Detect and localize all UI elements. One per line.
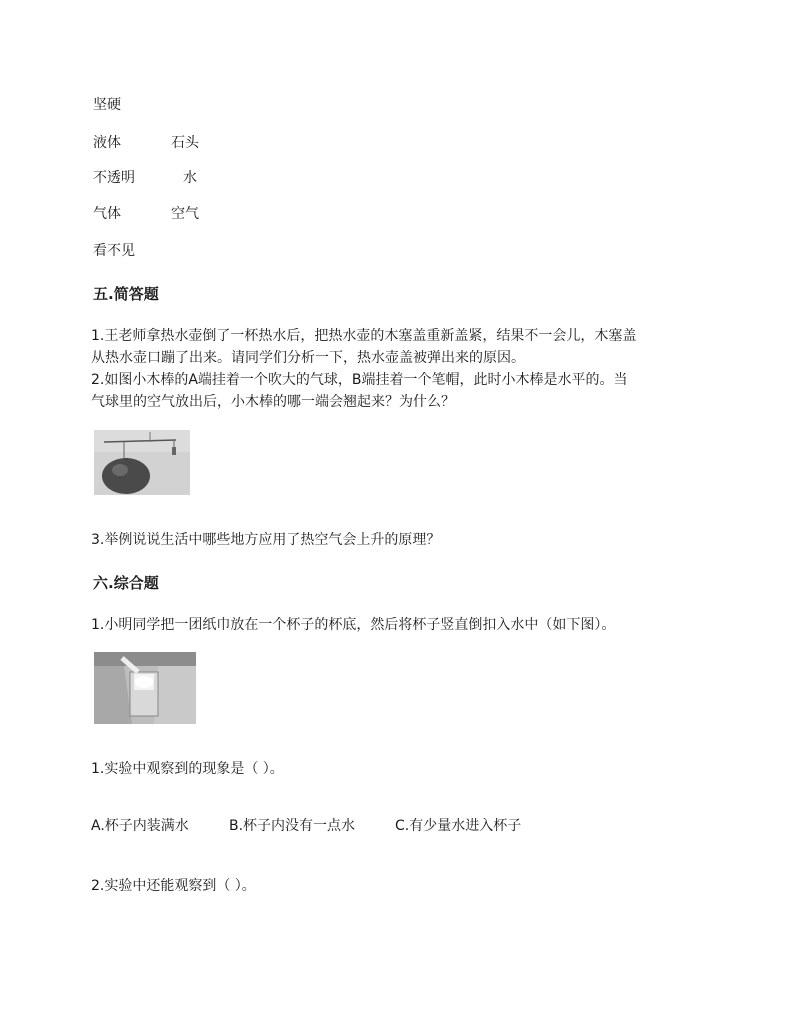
match-item: [93, 168, 135, 188]
cup-in-water-figure: [94, 652, 196, 724]
match-left-word: 看不见: [93, 243, 135, 259]
question-text: 1.小明同学把一团纸巾放在一个杯子的杯底，然后将杯子竖直倒扣入水中（如下图）。: [91, 617, 616, 633]
sub-question-text: 2.实验中还能观察到（ ）。: [91, 878, 256, 894]
match-item: [93, 204, 121, 224]
match-right-word: 水: [183, 170, 197, 186]
match-left-word: 气体: [93, 206, 121, 222]
match-left-word: 不透明: [93, 170, 135, 186]
answer-option: C.有少量水进入杯子: [395, 818, 522, 834]
match-left-word: 液体: [93, 135, 121, 151]
match-item: [183, 168, 197, 188]
question-text: 1.王老师拿热水壶倒了一杯热水后，把热水壶的木塞盖重新盖紧，结果不一会儿，木塞盖: [91, 328, 637, 344]
question-text: 从热水壶口蹦了出来。请同学们分析一下，热水壶盖被弹出来的原因。: [91, 350, 525, 366]
answer-option: B.杯子内没有一点水: [229, 818, 356, 834]
answer-option: A.杯子内装满水: [91, 818, 189, 834]
match-right-word: 石头: [171, 135, 199, 151]
match-right-word: 空气: [171, 206, 199, 222]
match-item: [93, 241, 135, 261]
section-heading-short-answer: 五.简答题: [93, 285, 159, 303]
match-item: [93, 95, 121, 115]
match-item: [171, 133, 199, 153]
match-left-word: 坚硬: [93, 97, 121, 113]
question-text: 气球里的空气放出后，小木棒的哪一端会翘起来？为什么？: [91, 394, 455, 410]
question-text: 2.如图小木棒的A端挂着一个吹大的气球，B端挂着一个笔帽，此时小木棒是水平的。当: [91, 372, 628, 388]
match-item: [93, 133, 121, 153]
question-text: 3.举例说说生活中哪些地方应用了热空气会上升的原理？: [91, 532, 441, 548]
section-heading-comprehensive: 六.综合题: [93, 574, 159, 592]
match-item: [171, 204, 199, 224]
balloon-lever-figure: [94, 430, 190, 495]
sub-question-text: 1.实验中观察到的现象是（ ）。: [91, 761, 284, 777]
